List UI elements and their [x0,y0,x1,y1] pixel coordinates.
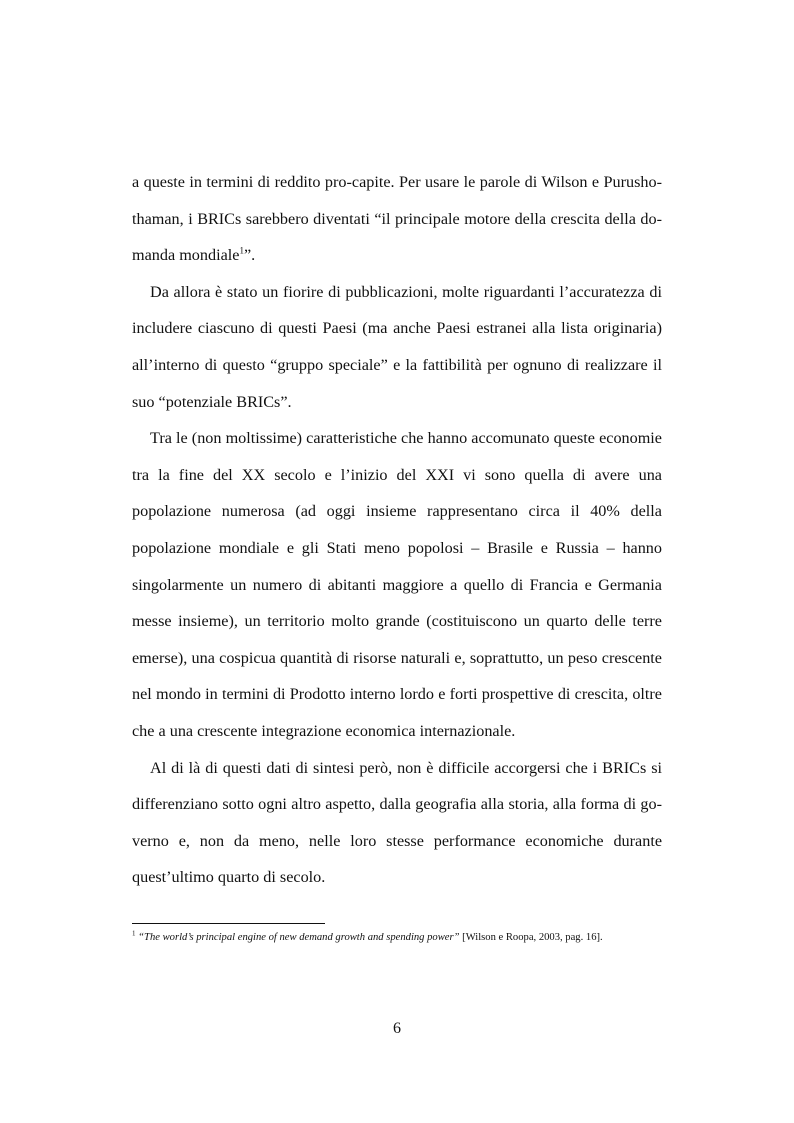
page-number: 6 [393,1020,401,1037]
footnote-mark: 1 [132,929,136,938]
paragraph-1-text: a queste in termini di reddito pro-capite. Per usare le parole di Wilson e Purushothaman, i BRICs sarebbero diventati “il principale motore della crescita della domanda mondiale [132,173,662,265]
paragraph-3: Tra le (non moltissime) caratteristiche che hanno accomunato queste economie tra la fine del XX secolo e l’inizio del XXI vi sono quella di avere una popolazione numerosa (ad oggi insieme rappresentano circa il 40% della popolazione mondiale e gli Stati meno popolosi – Brasile e Russia – hanno singolarmente un numero di abitanti maggiore a quello di Francia e Germania messe insieme), un territorio molto grande (costituiscono un quarto delle terre emerse), una cospicua quantità di risorse naturali e, soprattutto, un peso crescente nel mondo in termini di Prodotto interno lordo e forti prospettive di crescita, oltre che a una crescente integrazione economica internazionale. [132,429,662,740]
footnote-reference[interactable]: 1 [239,245,244,256]
footnote [132,931,672,945]
paragraph-4: Al di là di questi dati di sintesi però, non è difficile accorgersi che i BRICs si differenziano sotto ogni altro aspetto, dalla geografia alla storia, alla forma di governo e, non da meno, nelle loro stesse performance economiche durante quest’ultimo quarto di secolo. [132,758,662,887]
footnote-divider [132,923,325,924]
page-body [132,164,662,896]
footnote-citation: [Wilson e Roopa, 2003, pag. 16]. [459,932,603,943]
footnote-quote: “The world’s principal engine of new demand growth and spending power” [138,932,460,943]
paragraph-1 [132,164,662,274]
paragraph-1-end: ”. [243,246,256,265]
paragraph-2: Da allora è stato un fiorire di pubblicazioni, molte riguardanti l’accuratezza di includere ciascuno di questi Paesi (ma anche Paesi estranei alla lista originaria) all’interno di questo “gruppo speciale” e la fattibilità per ognuno di realizzare il suo “potenziale BRICs”. [132,282,662,411]
